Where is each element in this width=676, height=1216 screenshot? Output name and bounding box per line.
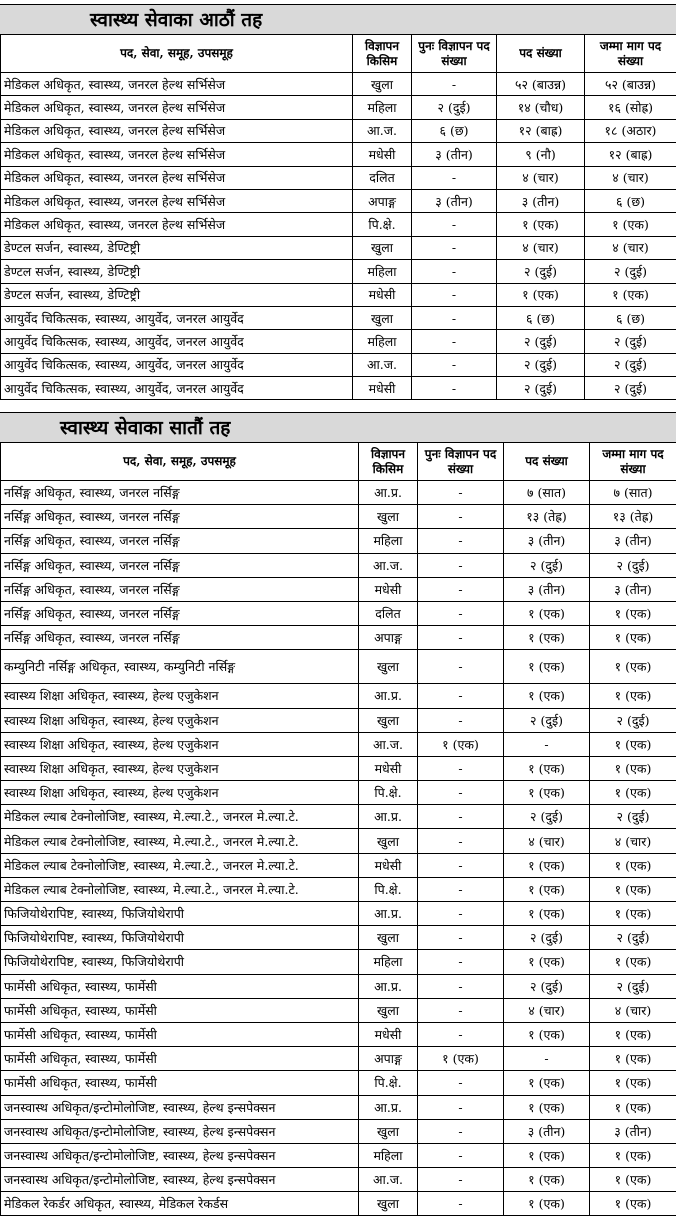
cell-readvert: - [418, 601, 504, 625]
cell-total: ३ (तीन) [590, 577, 676, 601]
cell-readvert: - [412, 73, 497, 96]
cell-post: मेडिकल ल्याब टेक्नोलोजिष्ट, स्वास्थ्य, मे.ल्या.टे., जनरल मे.ल्या.टे. [1, 829, 359, 853]
cell-ad-type: मधेसी [359, 577, 418, 601]
table-row [1, 950, 676, 974]
cell-total: ३ (तीन) [590, 1119, 676, 1143]
cell-ad-type: पि.क्षे. [359, 877, 418, 901]
cell-ad-type: पि.क्षे. [359, 1071, 418, 1095]
cell-readvert: - [418, 481, 504, 505]
cell-readvert: - [418, 853, 504, 877]
cell-posts: ३ (तीन) [504, 1119, 590, 1143]
cell-post: नर्सिङ्ग अधिकृत, स्वास्थ्य, जनरल नर्सिङ्ग [1, 481, 359, 505]
cell-total: १ (एक) [590, 902, 676, 926]
cell-ad-type: महिला [359, 529, 418, 553]
cell-post: फिजियोथेरापिष्ट, स्वास्थ्य, फिजियोथेरापी [1, 926, 359, 950]
cell-posts: १ (एक) [504, 853, 590, 877]
cell-total: ७ (सात) [590, 481, 676, 505]
cell-post: नर्सिङ्ग अधिकृत, स्वास्थ्य, जनरल नर्सिङ्ग [1, 577, 359, 601]
table-row [1, 213, 676, 236]
cell-posts: २ (दुई) [504, 926, 590, 950]
cell-ad-type: खुला [359, 1119, 418, 1143]
cell-total: १ (एक) [590, 650, 676, 684]
cell-total: ३ (तीन) [590, 529, 676, 553]
cell-posts: ४ (चार) [497, 236, 585, 259]
col-header-post: पद, सेवा, समूह, उपसमूह [1, 35, 353, 73]
cell-post: मेडिकल अधिकृत, स्वास्थ्य, जनरल हेल्थ सर्भिसेज [1, 213, 353, 236]
table-row [1, 626, 676, 650]
cell-total: १ (एक) [590, 756, 676, 780]
cell-ad-type: खुला [353, 73, 412, 96]
table-row [1, 73, 676, 96]
table-row [1, 481, 676, 505]
cell-readvert: - [418, 998, 504, 1022]
cell-ad-type: आ.ज. [359, 553, 418, 577]
cell-readvert: - [418, 926, 504, 950]
table-row [1, 260, 676, 283]
cell-posts: - [504, 732, 590, 756]
cell-readvert: - [418, 974, 504, 998]
cell-readvert: - [418, 684, 504, 708]
cell-posts: १ (एक) [497, 213, 585, 236]
cell-posts: २ (दुई) [504, 553, 590, 577]
cell-ad-type: अपाङ्ग [353, 189, 412, 212]
cell-ad-type: खुला [353, 306, 412, 329]
cell-readvert: - [418, 1119, 504, 1143]
cell-total: १ (एक) [590, 1143, 676, 1167]
col-header-post: पद, सेवा, समूह, उपसमूह [1, 443, 359, 481]
cell-readvert: - [418, 950, 504, 974]
cell-total: ६ (छ) [585, 189, 676, 212]
header-row [1, 443, 676, 481]
cell-readvert: - [418, 1192, 504, 1216]
cell-readvert: - [418, 1168, 504, 1192]
table-row [1, 1022, 676, 1046]
cell-ad-type: दलित [359, 601, 418, 625]
table-row [1, 529, 676, 553]
cell-post: फिजियोथेरापिष्ट, स्वास्थ्य, फिजियोथेरापी [1, 902, 359, 926]
col-header-posts: पद संख्या [504, 443, 590, 481]
cell-total: १ (एक) [590, 1022, 676, 1046]
cell-total: ४ (चार) [585, 236, 676, 259]
cell-posts: १ (एक) [504, 1192, 590, 1216]
cell-readvert: - [418, 1071, 504, 1095]
cell-readvert: - [418, 805, 504, 829]
cell-post: नर्सिङ्ग अधिकृत, स्वास्थ्य, जनरल नर्सिङ्ग [1, 529, 359, 553]
col-header-total: जम्मा माग पद संख्या [585, 35, 676, 73]
cell-readvert: - [418, 626, 504, 650]
cell-ad-type: खुला [359, 829, 418, 853]
cell-post: डेण्टल सर्जन, स्वास्थ्य, डेण्टिष्ट्री [1, 283, 353, 306]
table-row [1, 926, 676, 950]
cell-post: डेण्टल सर्जन, स्वास्थ्य, डेण्टिष्ट्री [1, 260, 353, 283]
cell-total: १८ (अठार) [585, 119, 676, 142]
cell-post: स्वास्थ्य शिक्षा अधिकृत, स्वास्थ्य, हेल्थ एजुकेशन [1, 732, 359, 756]
cell-total: १ (एक) [590, 626, 676, 650]
cell-total: २ (दुई) [590, 708, 676, 732]
cell-posts: १ (एक) [504, 1143, 590, 1167]
cell-ad-type: मधेसी [353, 377, 412, 400]
cell-ad-type: मधेसी [359, 853, 418, 877]
cell-readvert: - [418, 650, 504, 684]
cell-posts: १ (एक) [504, 781, 590, 805]
cell-posts: १ (एक) [504, 1071, 590, 1095]
cell-ad-type: आ.ज. [359, 1168, 418, 1192]
cell-readvert: - [412, 283, 497, 306]
cell-readvert: - [412, 260, 497, 283]
cell-total: ६ (छ) [585, 306, 676, 329]
cell-readvert: - [418, 781, 504, 805]
cell-posts: २ (दुई) [504, 708, 590, 732]
cell-posts: ४ (चार) [504, 829, 590, 853]
cell-posts: १ (एक) [504, 950, 590, 974]
cell-readvert: - [418, 756, 504, 780]
cell-total: २ (दुई) [585, 330, 676, 353]
cell-total: १२ (बाह्र) [585, 143, 676, 166]
cell-ad-type: महिला [359, 950, 418, 974]
cell-ad-type: आ.ज. [353, 353, 412, 376]
cell-total: ५२ (बाउन्न) [585, 73, 676, 96]
table-row [1, 96, 676, 119]
cell-ad-type: दलित [353, 166, 412, 189]
table-row [1, 306, 676, 329]
cell-total: १ (एक) [585, 283, 676, 306]
cell-readvert: - [418, 1022, 504, 1046]
table-row [1, 781, 676, 805]
cell-total: ४ (चार) [585, 166, 676, 189]
table-row [1, 853, 676, 877]
cell-posts: ३ (तीन) [504, 577, 590, 601]
cell-readvert: - [418, 505, 504, 529]
table-row [1, 189, 676, 212]
section-title: स्वास्थ्य सेवाका आठौं तह [0, 4, 676, 34]
cell-post: फार्मेसी अधिकृत, स्वास्थ्य, फार्मेसी [1, 1047, 359, 1071]
cell-post: जनस्वास्थ अधिकृत/इन्टोमोलोजिष्ट, स्वास्थ्य, हेल्थ इन्सपेक्सन [1, 1119, 359, 1143]
cell-post: कम्युनिटी नर्सिङ्ग अधिकृत, स्वास्थ्य, कम्युनिटी नर्सिङ्ग [1, 650, 359, 684]
cell-ad-type: मधेसी [359, 756, 418, 780]
cell-post: जनस्वास्थ अधिकृत/इन्टोमोलोजिष्ट, स्वास्थ्य, हेल्थ इन्सपेक्सन [1, 1143, 359, 1167]
cell-post: मेडिकल अधिकृत, स्वास्थ्य, जनरल हेल्थ सर्भिसेज [1, 143, 353, 166]
cell-total: १ (एक) [590, 1192, 676, 1216]
cell-posts: ५२ (बाउन्न) [497, 73, 585, 96]
col-header-readvert: पुनः विज्ञापन पद संख्या [412, 35, 497, 73]
cell-total: १ (एक) [590, 853, 676, 877]
cell-posts: १४ (चौध) [497, 96, 585, 119]
cell-posts: २ (दुई) [497, 377, 585, 400]
cell-ad-type: खुला [359, 505, 418, 529]
cell-total: २ (दुई) [585, 353, 676, 376]
cell-post: जनस्वास्थ अधिकृत/इन्टोमोलोजिष्ट, स्वास्थ्य, हेल्थ इन्सपेक्सन [1, 1168, 359, 1192]
cell-readvert: - [412, 330, 497, 353]
cell-posts: ७ (सात) [504, 481, 590, 505]
table-row [1, 805, 676, 829]
cell-post: आयुर्वेद चिकित्सक, स्वास्थ्य, आयुर्वेद, जनरल आयुर्वेद [1, 330, 353, 353]
table-row [1, 1192, 676, 1216]
table-row [1, 974, 676, 998]
table-row [1, 708, 676, 732]
cell-total: २ (दुई) [585, 377, 676, 400]
cell-post: फार्मेसी अधिकृत, स्वास्थ्य, फार्मेसी [1, 1022, 359, 1046]
cell-readvert: - [418, 1143, 504, 1167]
table-row [1, 601, 676, 625]
cell-ad-type: आ.प्र. [359, 1095, 418, 1119]
cell-post: फार्मेसी अधिकृत, स्वास्थ्य, फार्मेसी [1, 998, 359, 1022]
table-row [1, 732, 676, 756]
cell-total: १ (एक) [590, 1071, 676, 1095]
table-row [1, 756, 676, 780]
cell-ad-type: आ.ज. [359, 732, 418, 756]
table-row [1, 577, 676, 601]
cell-total: १ (एक) [590, 877, 676, 901]
cell-total: ४ (चार) [590, 829, 676, 853]
section-eighth-level [0, 4, 676, 400]
cell-posts: ९ (नौ) [497, 143, 585, 166]
cell-posts: १ (एक) [504, 1095, 590, 1119]
cell-total: २ (दुई) [590, 805, 676, 829]
cell-ad-type: महिला [359, 1143, 418, 1167]
table-row [1, 505, 676, 529]
cell-posts: १२ (बाह्र) [497, 119, 585, 142]
cell-ad-type: आ.प्र. [359, 902, 418, 926]
cell-ad-type: पि.क्षे. [353, 213, 412, 236]
vacancy-table [0, 34, 676, 400]
cell-post: आयुर्वेद चिकित्सक, स्वास्थ्य, आयुर्वेद, जनरल आयुर्वेद [1, 306, 353, 329]
cell-ad-type: पि.क्षे. [359, 781, 418, 805]
cell-ad-type: खुला [359, 998, 418, 1022]
table-row [1, 166, 676, 189]
cell-ad-type: मधेसी [359, 1022, 418, 1046]
cell-post: स्वास्थ्य शिक्षा अधिकृत, स्वास्थ्य, हेल्थ एजुकेशन [1, 684, 359, 708]
cell-posts: २ (दुई) [497, 260, 585, 283]
cell-readvert: - [418, 1095, 504, 1119]
cell-total: १ (एक) [590, 781, 676, 805]
col-header-readvert: पुनः विज्ञापन पद संख्या [418, 443, 504, 481]
cell-posts: १ (एक) [504, 1168, 590, 1192]
cell-ad-type: खुला [359, 708, 418, 732]
table-row [1, 1071, 676, 1095]
cell-post: नर्सिङ्ग अधिकृत, स्वास्थ्य, जनरल नर्सिङ्ग [1, 505, 359, 529]
cell-ad-type: आ.प्र. [359, 481, 418, 505]
table-row [1, 1143, 676, 1167]
cell-total: १ (एक) [590, 1168, 676, 1192]
cell-total: २ (दुई) [585, 260, 676, 283]
table-row [1, 236, 676, 259]
cell-readvert: २ (दुई) [412, 96, 497, 119]
vacancy-table [0, 442, 676, 1216]
cell-posts: २ (दुई) [497, 330, 585, 353]
cell-posts: १ (एक) [504, 1022, 590, 1046]
cell-ad-type: मधेसी [353, 283, 412, 306]
cell-post: मेडिकल अधिकृत, स्वास्थ्य, जनरल हेल्थ सर्भिसेज [1, 96, 353, 119]
cell-post: नर्सिङ्ग अधिकृत, स्वास्थ्य, जनरल नर्सिङ्ग [1, 626, 359, 650]
cell-readvert: - [412, 353, 497, 376]
cell-total: ४ (चार) [590, 998, 676, 1022]
cell-post: मेडिकल अधिकृत, स्वास्थ्य, जनरल हेल्थ सर्भिसेज [1, 119, 353, 142]
cell-ad-type: आ.ज. [353, 119, 412, 142]
cell-posts: ४ (चार) [504, 998, 590, 1022]
cell-total: २ (दुई) [590, 553, 676, 577]
cell-post: मेडिकल ल्याब टेक्नोलोजिष्ट, स्वास्थ्य, मे.ल्या.टे., जनरल मे.ल्या.टे. [1, 805, 359, 829]
cell-total: १३ (तेह्र) [590, 505, 676, 529]
cell-readvert: - [418, 529, 504, 553]
table-row [1, 1047, 676, 1071]
cell-readvert: - [418, 577, 504, 601]
cell-post: मेडिकल रेकर्डर अधिकृत, स्वास्थ्य, मेडिकल रेकर्डस [1, 1192, 359, 1216]
cell-total: १ (एक) [590, 732, 676, 756]
cell-total: १ (एक) [585, 213, 676, 236]
cell-post: फिजियोथेरापिष्ट, स्वास्थ्य, फिजियोथेरापी [1, 950, 359, 974]
cell-readvert: - [418, 553, 504, 577]
table-row [1, 119, 676, 142]
cell-ad-type: मधेसी [353, 143, 412, 166]
cell-post: स्वास्थ्य शिक्षा अधिकृत, स्वास्थ्य, हेल्थ एजुकेशन [1, 781, 359, 805]
cell-posts: १ (एक) [504, 684, 590, 708]
table-row [1, 650, 676, 684]
cell-posts: - [504, 1047, 590, 1071]
cell-ad-type: अपाङ्ग [359, 626, 418, 650]
cell-post: जनस्वास्थ अधिकृत/इन्टोमोलोजिष्ट, स्वास्थ्य, हेल्थ इन्सपेक्सन [1, 1095, 359, 1119]
table-row [1, 553, 676, 577]
cell-readvert: - [412, 236, 497, 259]
cell-total: १ (एक) [590, 601, 676, 625]
cell-posts: १ (एक) [497, 283, 585, 306]
table-row [1, 1095, 676, 1119]
cell-post: फार्मेसी अधिकृत, स्वास्थ्य, फार्मेसी [1, 1071, 359, 1095]
cell-readvert: - [412, 377, 497, 400]
cell-post: मेडिकल अधिकृत, स्वास्थ्य, जनरल हेल्थ सर्भिसेज [1, 166, 353, 189]
cell-post: मेडिकल ल्याब टेक्नोलोजिष्ट, स्वास्थ्य, मे.ल्या.टे., जनरल मे.ल्या.टे. [1, 877, 359, 901]
cell-readvert: - [418, 877, 504, 901]
table-row [1, 998, 676, 1022]
cell-ad-type: महिला [353, 260, 412, 283]
col-header-posts: पद संख्या [497, 35, 585, 73]
cell-posts: १ (एक) [504, 877, 590, 901]
section-seventh-level [0, 412, 676, 1216]
cell-readvert: ६ (छ) [412, 119, 497, 142]
table-row [1, 829, 676, 853]
table-row [1, 902, 676, 926]
cell-post: फार्मेसी अधिकृत, स्वास्थ्य, फार्मेसी [1, 974, 359, 998]
cell-total: १ (एक) [590, 950, 676, 974]
cell-post: डेण्टल सर्जन, स्वास्थ्य, डेण्टिष्ट्री [1, 236, 353, 259]
cell-post: आयुर्वेद चिकित्सक, स्वास्थ्य, आयुर्वेद, जनरल आयुर्वेद [1, 353, 353, 376]
cell-ad-type: आ.प्र. [359, 805, 418, 829]
table-row [1, 330, 676, 353]
cell-ad-type: महिला [353, 96, 412, 119]
cell-posts: १ (एक) [504, 601, 590, 625]
cell-post: मेडिकल अधिकृत, स्वास्थ्य, जनरल हेल्थ सर्भिसेज [1, 73, 353, 96]
table-row [1, 684, 676, 708]
cell-readvert: - [412, 166, 497, 189]
cell-posts: ४ (चार) [497, 166, 585, 189]
cell-readvert: - [418, 708, 504, 732]
cell-total: १ (एक) [590, 684, 676, 708]
cell-total: १ (एक) [590, 1047, 676, 1071]
cell-readvert: - [412, 306, 497, 329]
table-row [1, 877, 676, 901]
cell-readvert: - [412, 213, 497, 236]
table-row [1, 283, 676, 306]
header-row [1, 35, 676, 73]
table-row [1, 377, 676, 400]
cell-ad-type: खुला [353, 236, 412, 259]
cell-posts: १ (एक) [504, 902, 590, 926]
cell-readvert: - [418, 902, 504, 926]
cell-readvert: - [418, 829, 504, 853]
cell-posts: २ (दुई) [504, 974, 590, 998]
cell-ad-type: खुला [359, 1192, 418, 1216]
cell-posts: १३ (तेह्र) [504, 505, 590, 529]
cell-total: २ (दुई) [590, 926, 676, 950]
cell-ad-type: आ.प्र. [359, 684, 418, 708]
col-header-total: जम्मा माग पद संख्या [590, 443, 676, 481]
cell-post: स्वास्थ्य शिक्षा अधिकृत, स्वास्थ्य, हेल्थ एजुकेशन [1, 708, 359, 732]
cell-post: स्वास्थ्य शिक्षा अधिकृत, स्वास्थ्य, हेल्थ एजुकेशन [1, 756, 359, 780]
cell-posts: ३ (तीन) [497, 189, 585, 212]
section-title: स्वास्थ्य सेवाका सातौं तह [0, 412, 676, 442]
cell-post: मेडिकल ल्याब टेक्नोलोजिष्ट, स्वास्थ्य, मे.ल्या.टे., जनरल मे.ल्या.टे. [1, 853, 359, 877]
cell-total: २ (दुई) [590, 974, 676, 998]
cell-readvert: ३ (तीन) [412, 189, 497, 212]
cell-readvert: १ (एक) [418, 1047, 504, 1071]
cell-post: मेडिकल अधिकृत, स्वास्थ्य, जनरल हेल्थ सर्भिसेज [1, 189, 353, 212]
cell-post: नर्सिङ्ग अधिकृत, स्वास्थ्य, जनरल नर्सिङ्ग [1, 601, 359, 625]
cell-posts: २ (दुई) [504, 805, 590, 829]
table-row [1, 1119, 676, 1143]
cell-total: १६ (सोह्र) [585, 96, 676, 119]
table-row [1, 353, 676, 376]
cell-ad-type: अपाङ्ग [359, 1047, 418, 1071]
cell-readvert: १ (एक) [418, 732, 504, 756]
cell-ad-type: महिला [353, 330, 412, 353]
cell-readvert: ३ (तीन) [412, 143, 497, 166]
cell-ad-type: आ.प्र. [359, 974, 418, 998]
cell-ad-type: खुला [359, 650, 418, 684]
col-header-ad-type: विज्ञापन किसिम [359, 443, 418, 481]
cell-posts: ३ (तीन) [504, 529, 590, 553]
cell-total: १ (एक) [590, 1095, 676, 1119]
cell-posts: १ (एक) [504, 756, 590, 780]
cell-post: नर्सिङ्ग अधिकृत, स्वास्थ्य, जनरल नर्सिङ्ग [1, 553, 359, 577]
cell-posts: १ (एक) [504, 650, 590, 684]
cell-posts: १ (एक) [504, 626, 590, 650]
cell-post: आयुर्वेद चिकित्सक, स्वास्थ्य, आयुर्वेद, जनरल आयुर्वेद [1, 377, 353, 400]
table-row [1, 1168, 676, 1192]
cell-posts: ६ (छ) [497, 306, 585, 329]
cell-ad-type: खुला [359, 926, 418, 950]
table-row [1, 143, 676, 166]
cell-posts: २ (दुई) [497, 353, 585, 376]
col-header-ad-type: विज्ञापन किसिम [353, 35, 412, 73]
